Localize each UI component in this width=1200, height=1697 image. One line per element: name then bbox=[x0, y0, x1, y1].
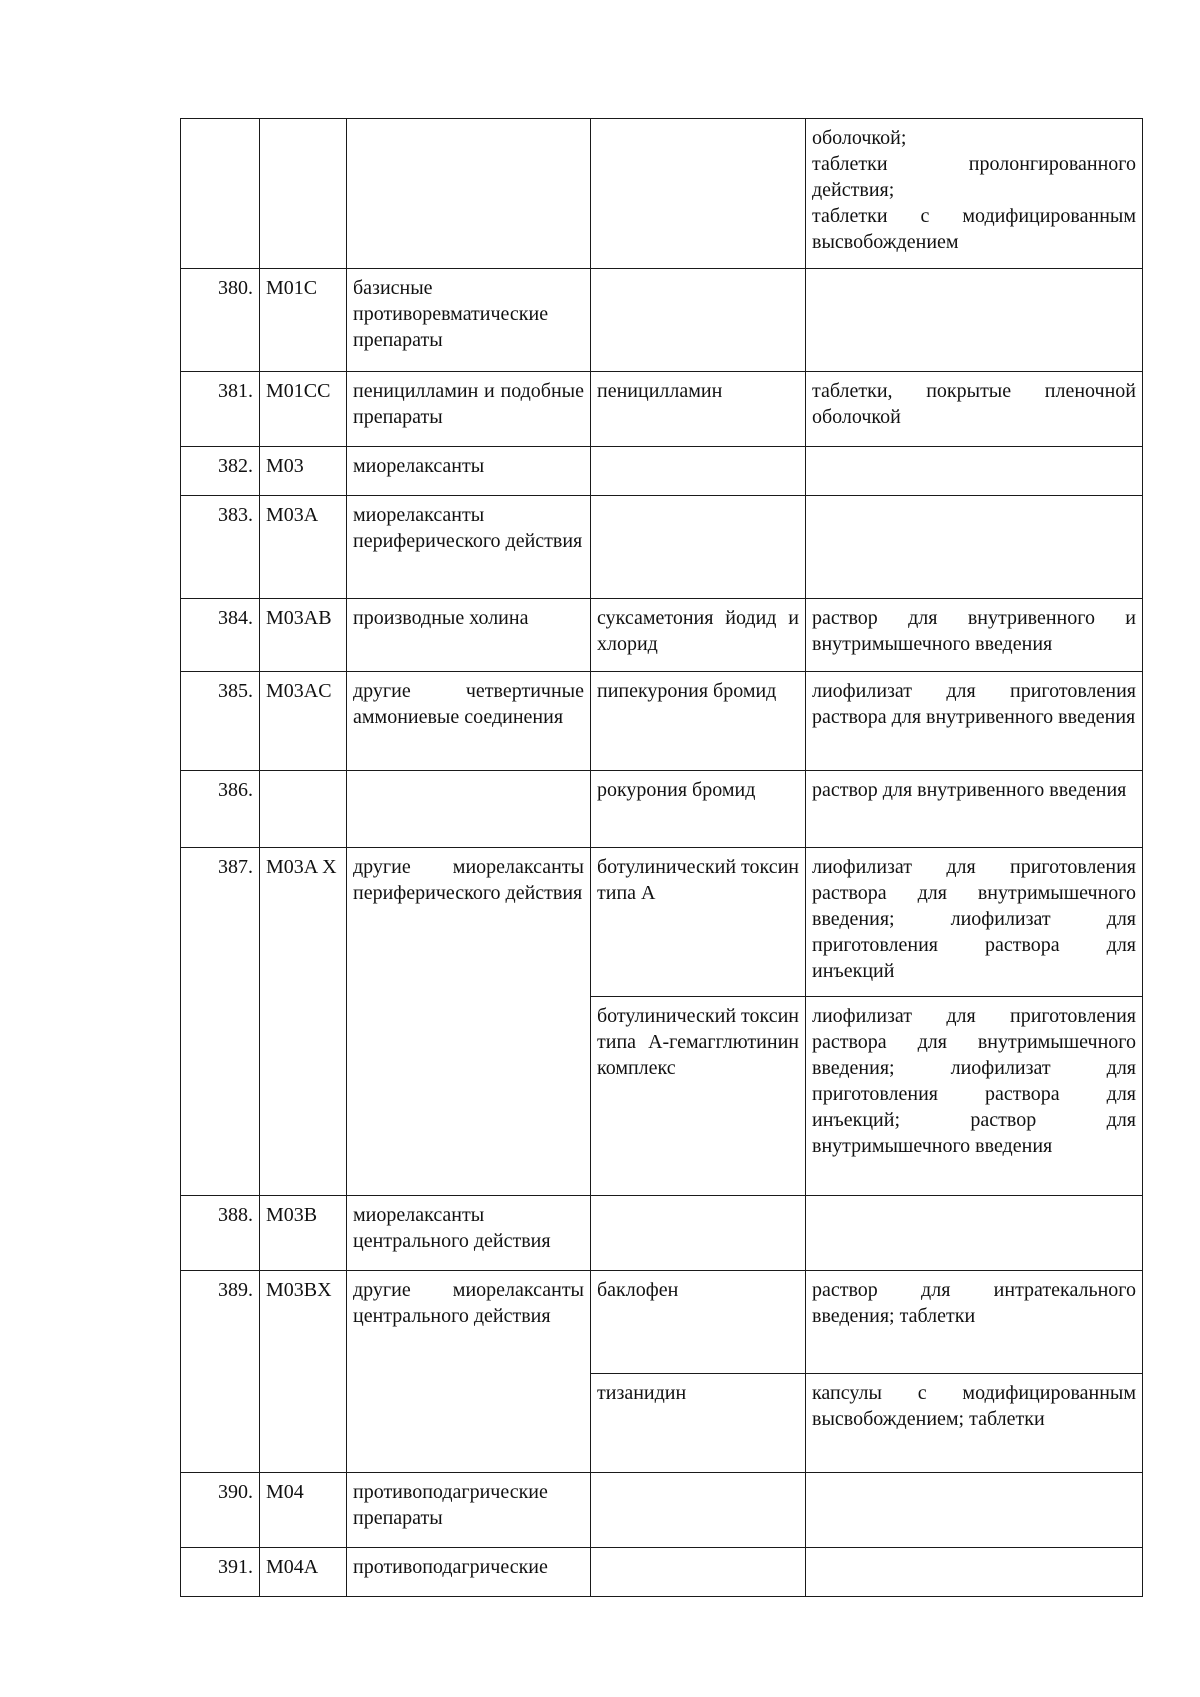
drug-cell bbox=[591, 496, 806, 599]
drug-list-table bbox=[180, 118, 1143, 1597]
atc-code: M03 bbox=[260, 447, 347, 496]
drug-name: ботулинический токсин типа А-гемагглютинин комплекс bbox=[591, 997, 806, 1196]
drug-name: рокурония бромид bbox=[591, 771, 806, 848]
group-name: другие четвертичные аммониевые соединения bbox=[347, 672, 591, 771]
table-row bbox=[181, 771, 1143, 848]
form-cell bbox=[806, 1548, 1143, 1597]
form-cell bbox=[806, 1473, 1143, 1548]
row-number: 382. bbox=[181, 447, 260, 496]
form-cell bbox=[806, 119, 1143, 269]
group-name: противоподагрические bbox=[347, 1548, 591, 1597]
row-number: 385. bbox=[181, 672, 260, 771]
group-name: пеницилламин и подобные препараты bbox=[347, 372, 591, 447]
dosage-form: раствор для интратекального введения; таблетки bbox=[806, 1271, 1143, 1374]
form-cell bbox=[806, 447, 1143, 496]
row-number: 389. bbox=[181, 1271, 260, 1473]
dosage-form: лиофилизат для приготовления раствора для внутримышечного введения; лиофилизат для приготовления раствора для инъекций bbox=[806, 848, 1143, 997]
form-line: оболочкой; bbox=[812, 127, 907, 149]
row-number: 380. bbox=[181, 269, 260, 372]
form-cell bbox=[806, 1196, 1143, 1271]
row-number: 387. bbox=[181, 848, 260, 1196]
code-cell bbox=[260, 119, 347, 269]
form-cell bbox=[806, 269, 1143, 372]
form-line: таблетки пролонгированного bbox=[812, 153, 1136, 175]
drug-name: суксаметония йодид и хлорид bbox=[591, 599, 806, 672]
table-row bbox=[181, 672, 1143, 771]
atc-code: M03AB bbox=[260, 599, 347, 672]
dosage-form: раствор для внутривенного и внутримышечного введения bbox=[806, 599, 1143, 672]
atc-code: M04 bbox=[260, 1473, 347, 1548]
dosage-form: лиофилизат для приготовления раствора для внутривенного введения bbox=[806, 672, 1143, 771]
atc-code: M01CC bbox=[260, 372, 347, 447]
drug-cell bbox=[591, 269, 806, 372]
table-row bbox=[181, 1473, 1143, 1548]
row-number: 384. bbox=[181, 599, 260, 672]
group-cell bbox=[347, 119, 591, 269]
table-row bbox=[181, 1548, 1143, 1597]
row-number: 386. bbox=[181, 771, 260, 848]
row-number: 391. bbox=[181, 1548, 260, 1597]
form-line: высвобождением bbox=[812, 231, 959, 253]
atc-code: M04A bbox=[260, 1548, 347, 1597]
row-number: 383. bbox=[181, 496, 260, 599]
atc-code: M03B bbox=[260, 1196, 347, 1271]
form-cell bbox=[806, 496, 1143, 599]
table-row bbox=[181, 447, 1143, 496]
group-name: базисные противоревматические препараты bbox=[347, 269, 591, 372]
num-cell bbox=[181, 119, 260, 269]
table-row bbox=[181, 269, 1143, 372]
drug-cell bbox=[591, 1548, 806, 1597]
drug-name: пеницилламин bbox=[591, 372, 806, 447]
group-name: другие миорелаксанты периферического действия bbox=[347, 848, 591, 1196]
dosage-form: таблетки, покрытые пленочной оболочкой bbox=[806, 372, 1143, 447]
table-row bbox=[181, 372, 1143, 447]
group-name: миорелаксанты bbox=[347, 447, 591, 496]
drug-cell bbox=[591, 447, 806, 496]
atc-code: M03BX bbox=[260, 1271, 347, 1473]
drug-name: ботулинический токсин типа А bbox=[591, 848, 806, 997]
drug-name: тизанидин bbox=[591, 1374, 806, 1473]
atc-code: M03AC bbox=[260, 672, 347, 771]
drug-cell bbox=[591, 1473, 806, 1548]
table-row bbox=[181, 848, 1143, 997]
drug-cell bbox=[591, 119, 806, 269]
table-row bbox=[181, 1196, 1143, 1271]
dosage-form: лиофилизат для приготовления раствора для внутримышечного введения; лиофилизат для приготовления раствора для инъекций; раствор для внутримышечного введения bbox=[806, 997, 1143, 1196]
group-name: миорелаксанты периферического действия bbox=[347, 496, 591, 599]
row-number: 381. bbox=[181, 372, 260, 447]
form-line: таблетки с модифицированным bbox=[812, 205, 1136, 227]
dosage-form: капсулы с модифицированным высвобождением; таблетки bbox=[806, 1374, 1143, 1473]
group-cell bbox=[347, 771, 591, 848]
table-row bbox=[181, 599, 1143, 672]
group-name: другие миорелаксанты центрального действия bbox=[347, 1271, 591, 1473]
group-name: миорелаксанты центрального действия bbox=[347, 1196, 591, 1271]
group-name: производные холина bbox=[347, 599, 591, 672]
form-line: действия; bbox=[812, 179, 895, 201]
atc-code bbox=[260, 771, 347, 848]
row-number: 390. bbox=[181, 1473, 260, 1548]
table-row bbox=[181, 496, 1143, 599]
atc-code: M03A X bbox=[260, 848, 347, 1196]
atc-code: M03A bbox=[260, 496, 347, 599]
atc-code: M01C bbox=[260, 269, 347, 372]
dosage-form: раствор для внутривенного введения bbox=[806, 771, 1143, 848]
table-row-continuation bbox=[181, 119, 1143, 269]
table-row bbox=[181, 1271, 1143, 1374]
group-name: противоподагрические препараты bbox=[347, 1473, 591, 1548]
row-number: 388. bbox=[181, 1196, 260, 1271]
drug-name: баклофен bbox=[591, 1271, 806, 1374]
drug-cell bbox=[591, 1196, 806, 1271]
drug-name: пипекурония бромид bbox=[591, 672, 806, 771]
